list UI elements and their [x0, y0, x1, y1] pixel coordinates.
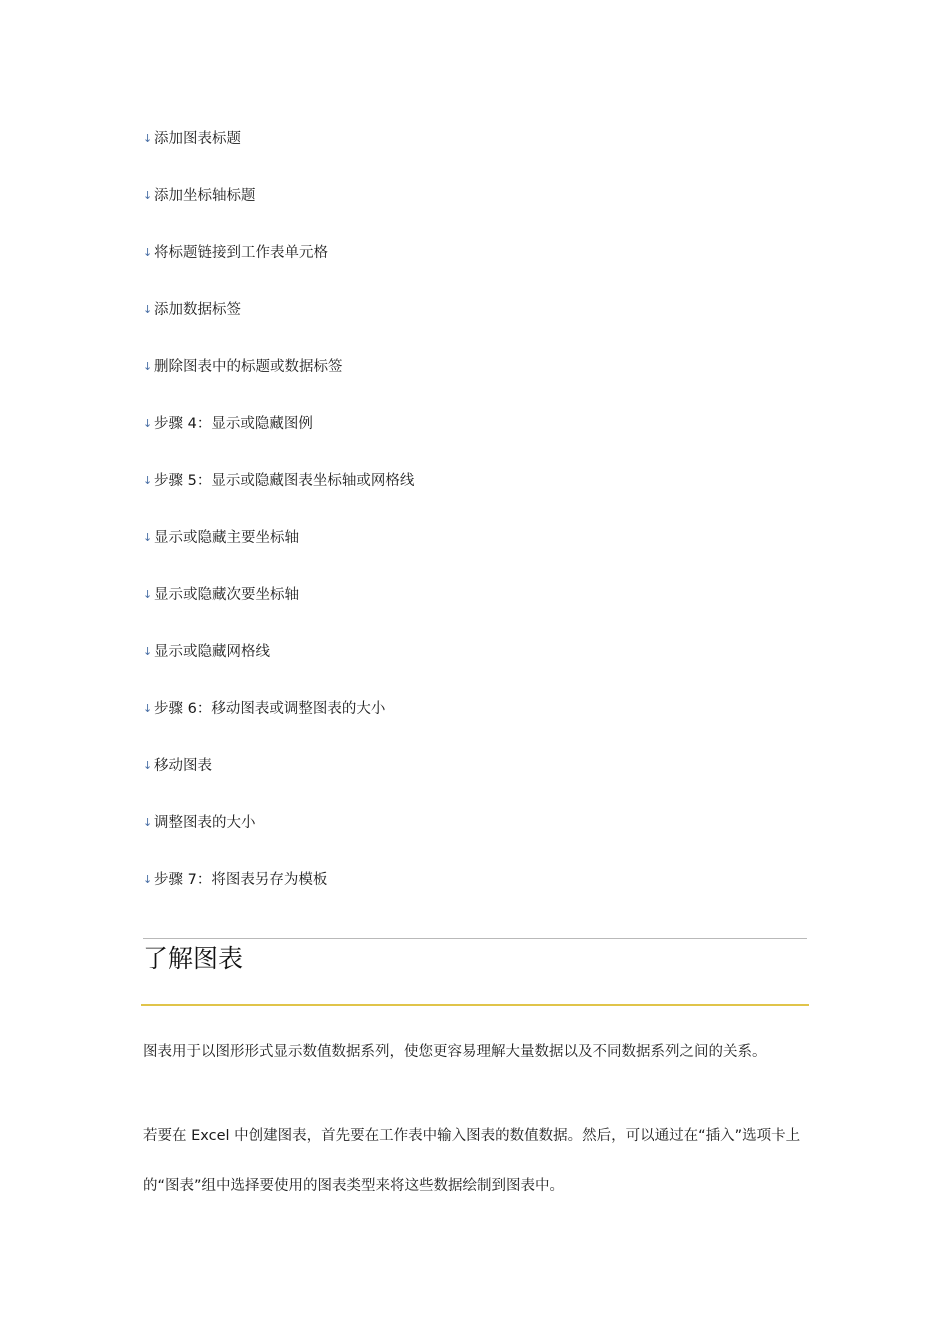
- toc-item-label: 添加数据标签: [154, 302, 241, 318]
- toc-item-label: 添加图表标题: [154, 131, 241, 147]
- toc-item-label: 将标题链接到工作表单元格: [154, 245, 328, 261]
- toc-item[interactable]: [143, 128, 414, 185]
- link-arrow-icon: ↓: [143, 132, 153, 145]
- toc-item-label: 显示或隐藏次要坐标轴: [154, 587, 299, 603]
- toc-item[interactable]: [143, 185, 414, 242]
- link-arrow-icon: ↓: [143, 474, 153, 487]
- link-arrow-icon: ↓: [143, 645, 153, 658]
- link-arrow-icon: ↓: [143, 531, 153, 544]
- section-top-divider: [143, 938, 807, 939]
- toc-item[interactable]: [143, 356, 414, 413]
- link-arrow-icon: ↓: [143, 873, 153, 886]
- toc-item-label: 显示或隐藏网格线: [154, 644, 270, 660]
- table-of-contents: [143, 128, 414, 926]
- toc-item-label: 移动图表: [154, 758, 212, 774]
- link-arrow-icon: ↓: [143, 360, 153, 373]
- toc-item[interactable]: [143, 584, 414, 641]
- toc-item-label: 步骤 5：显示或隐藏图表坐标轴或网格线: [154, 473, 415, 489]
- link-arrow-icon: ↓: [143, 702, 153, 715]
- toc-item[interactable]: [143, 698, 414, 755]
- toc-item[interactable]: [143, 470, 414, 527]
- link-arrow-icon: ↓: [143, 246, 153, 259]
- toc-item[interactable]: [143, 413, 414, 470]
- link-arrow-icon: ↓: [143, 303, 153, 316]
- link-arrow-icon: ↓: [143, 759, 153, 772]
- link-arrow-icon: ↓: [143, 189, 153, 202]
- toc-item-label: 步骤 7：将图表另存为模板: [154, 872, 328, 888]
- toc-item-label: 添加坐标轴标题: [154, 188, 256, 204]
- toc-item-label: 删除图表中的标题或数据标签: [154, 359, 343, 375]
- intro-paragraph: 图表用于以图形形式显示数值数据系列，使您更容易理解大量数据以及不同数据系列之间的关系。: [143, 1044, 767, 1060]
- toc-item[interactable]: [143, 242, 414, 299]
- link-arrow-icon: ↓: [143, 417, 153, 430]
- link-arrow-icon: ↓: [143, 588, 153, 601]
- toc-item[interactable]: [143, 812, 414, 869]
- toc-item[interactable]: [143, 755, 414, 812]
- toc-item[interactable]: [143, 641, 414, 698]
- toc-item[interactable]: [143, 299, 414, 356]
- toc-item-label: 调整图表的大小: [154, 815, 256, 831]
- toc-item-label: 步骤 4：显示或隐藏图例: [154, 416, 313, 432]
- section-heading-underline: [141, 1004, 809, 1006]
- toc-item[interactable]: [143, 869, 414, 926]
- link-arrow-icon: ↓: [143, 816, 153, 829]
- toc-item-label: 步骤 6：移动图表或调整图表的大小: [154, 701, 386, 717]
- section-heading: 了解图表: [143, 944, 244, 973]
- body-paragraph: 若要在 Excel 中创建图表，首先要在工作表中输入图表的数值数据。然后，可以通过在“插入”选项卡上的“图表”组中选择要使用的图表类型来将这些数据绘制到图表中。: [143, 1128, 801, 1194]
- toc-item-label: 显示或隐藏主要坐标轴: [154, 530, 299, 546]
- toc-item[interactable]: [143, 527, 414, 584]
